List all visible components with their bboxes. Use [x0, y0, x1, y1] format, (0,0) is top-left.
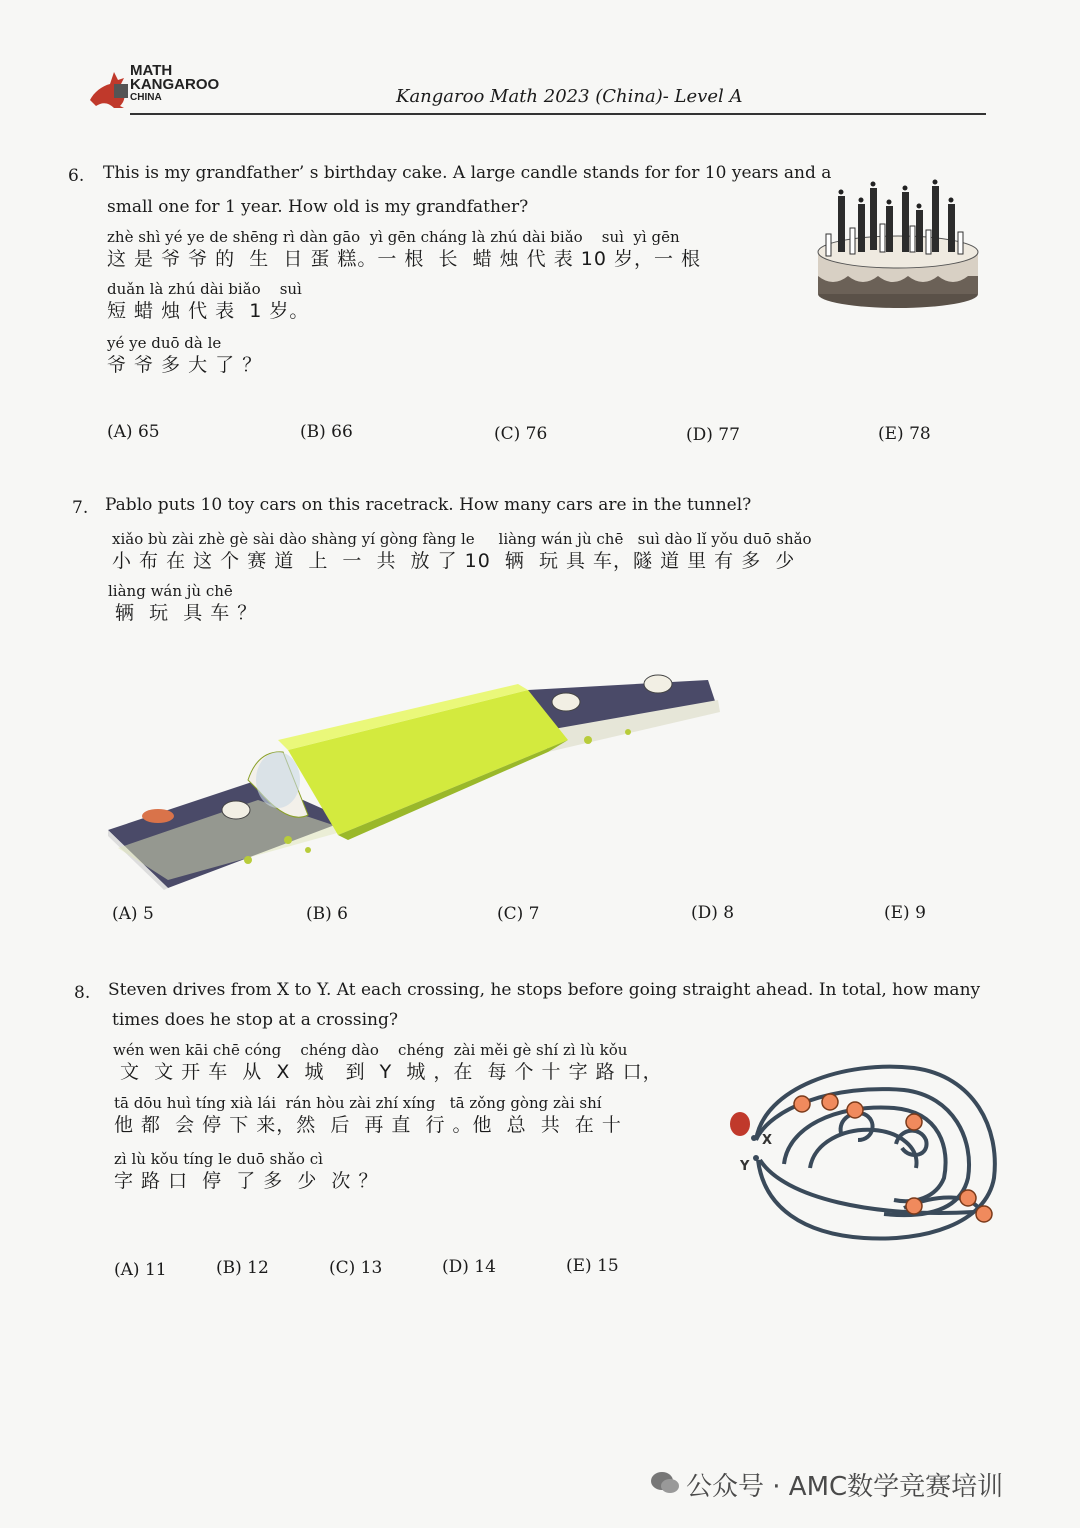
birthday-cake-image [808, 176, 988, 312]
q8-option-b[interactable]: (B) 12 [216, 1258, 269, 1278]
q8-option-c[interactable]: (C) 13 [329, 1258, 383, 1278]
q8-pinyin-line2: tā dōu huì tíng xià lái rán hòu zài zhí xíng tā zǒng gòng zài shí [114, 1094, 602, 1112]
q7-option-e[interactable]: (E) 9 [884, 903, 926, 923]
q8-pinyin-line3: zì lù kǒu tíng le duō shǎo cì [114, 1150, 323, 1168]
q8-pinyin-line1: wén wen kāi chē cóng chéng dào chéng zài měi gè shí zì lù kǒu [113, 1041, 628, 1059]
q6-text-line2: small one for 1 year. How old is my grandfather? [107, 197, 529, 217]
racetrack-tunnel-image [108, 640, 728, 890]
wechat-icon [650, 1470, 680, 1496]
q7-pinyin-line2: liàng wán jù chē [108, 582, 233, 600]
q8-text-line2: times does he stop at a crossing? [112, 1010, 398, 1030]
header-divider [130, 113, 986, 115]
q8-text-line1: Steven drives from X to Y. At each crossing, he stops before going straight ahead. In total, how many [108, 980, 981, 1000]
q6-number: 6. [68, 166, 85, 186]
q6-pinyin-line2: duǎn là zhú dài biǎo suì [107, 280, 302, 298]
q6-text-line1: This is my grandfather’ s birthday cake. A large candle stands for for 10 years and a [103, 163, 832, 183]
q8-option-e[interactable]: (E) 15 [566, 1256, 619, 1276]
q8-hanzi-line1: 文 文 开 车 从 X 城 到 Y 城 ，在 每 个 十 字 路 口， [113, 1061, 663, 1083]
q6-pinyin-line3: yé ye duō dà le [107, 334, 222, 352]
q6-option-c[interactable]: (C) 76 [494, 424, 548, 444]
q7-option-d[interactable]: (D) 8 [691, 903, 735, 923]
q6-option-d[interactable]: (D) 77 [686, 425, 740, 445]
logo-text: MATH KANGAROO CHINA [130, 62, 220, 103]
map-label-y: Y [740, 1159, 750, 1174]
map-label-x: X [762, 1133, 773, 1148]
q8-option-a[interactable]: (A) 11 [114, 1260, 167, 1280]
q6-hanzi-line1: 这 是 爷 爷 的 生 日 蛋 糕。一 根 长 蜡 烛 代 表 10 岁，一 根 [107, 248, 702, 270]
watermark-text: 公众号 · AMC数学竞赛培训 [686, 1472, 1004, 1502]
q8-number: 8. [74, 983, 91, 1003]
q6-option-a[interactable]: (A) 65 [107, 422, 160, 442]
q8-option-d[interactable]: (D) 14 [442, 1257, 496, 1277]
q6-option-b[interactable]: (B) 66 [300, 422, 353, 442]
q7-text-line1: Pablo puts 10 toy cars on this racetrack. How many cars are in the tunnel? [105, 495, 752, 515]
q7-option-c[interactable]: (C) 7 [497, 904, 540, 924]
q6-hanzi-line3: 爷 爷 多 大 了 ？ [107, 354, 263, 376]
page-title: Kangaroo Math 2023 (China)- Level A [396, 86, 743, 107]
q8-hanzi-line3: 字 路 口 停 了 多 少 次 ？ [114, 1170, 379, 1192]
q6-hanzi-line2: 短 蜡 烛 代 表 1 岁。 [107, 300, 310, 322]
q6-pinyin-line1: zhè shì yé ye de shēng rì dàn gāo yì gēn cháng là zhú dài biǎo suì yì gēn [107, 228, 680, 246]
q7-hanzi-line1: 小 布 在 这 个 赛 道 上 一 共 放 了 10 辆 玩 具 车，隧 道 里 有 多 少 [112, 550, 796, 572]
q7-option-b[interactable]: (B) 6 [306, 904, 348, 924]
q8-hanzi-line2: 他 都 会 停 下 来，然 后 再 直 行 。他 总 共 在 十 [114, 1114, 622, 1136]
q7-option-a[interactable]: (A) 5 [112, 904, 154, 924]
q7-pinyin-line1: xiǎo bù zài zhè gè sài dào shàng yí gòng fàng le liàng wán jù chē suì dào lǐ yǒu duō shǎo [112, 530, 812, 548]
spiral-road-map [724, 1048, 1004, 1248]
q7-number: 7. [72, 498, 89, 518]
q6-option-e[interactable]: (E) 78 [878, 424, 931, 444]
q7-hanzi-line2: 辆 玩 具 车 ？ [108, 602, 258, 624]
